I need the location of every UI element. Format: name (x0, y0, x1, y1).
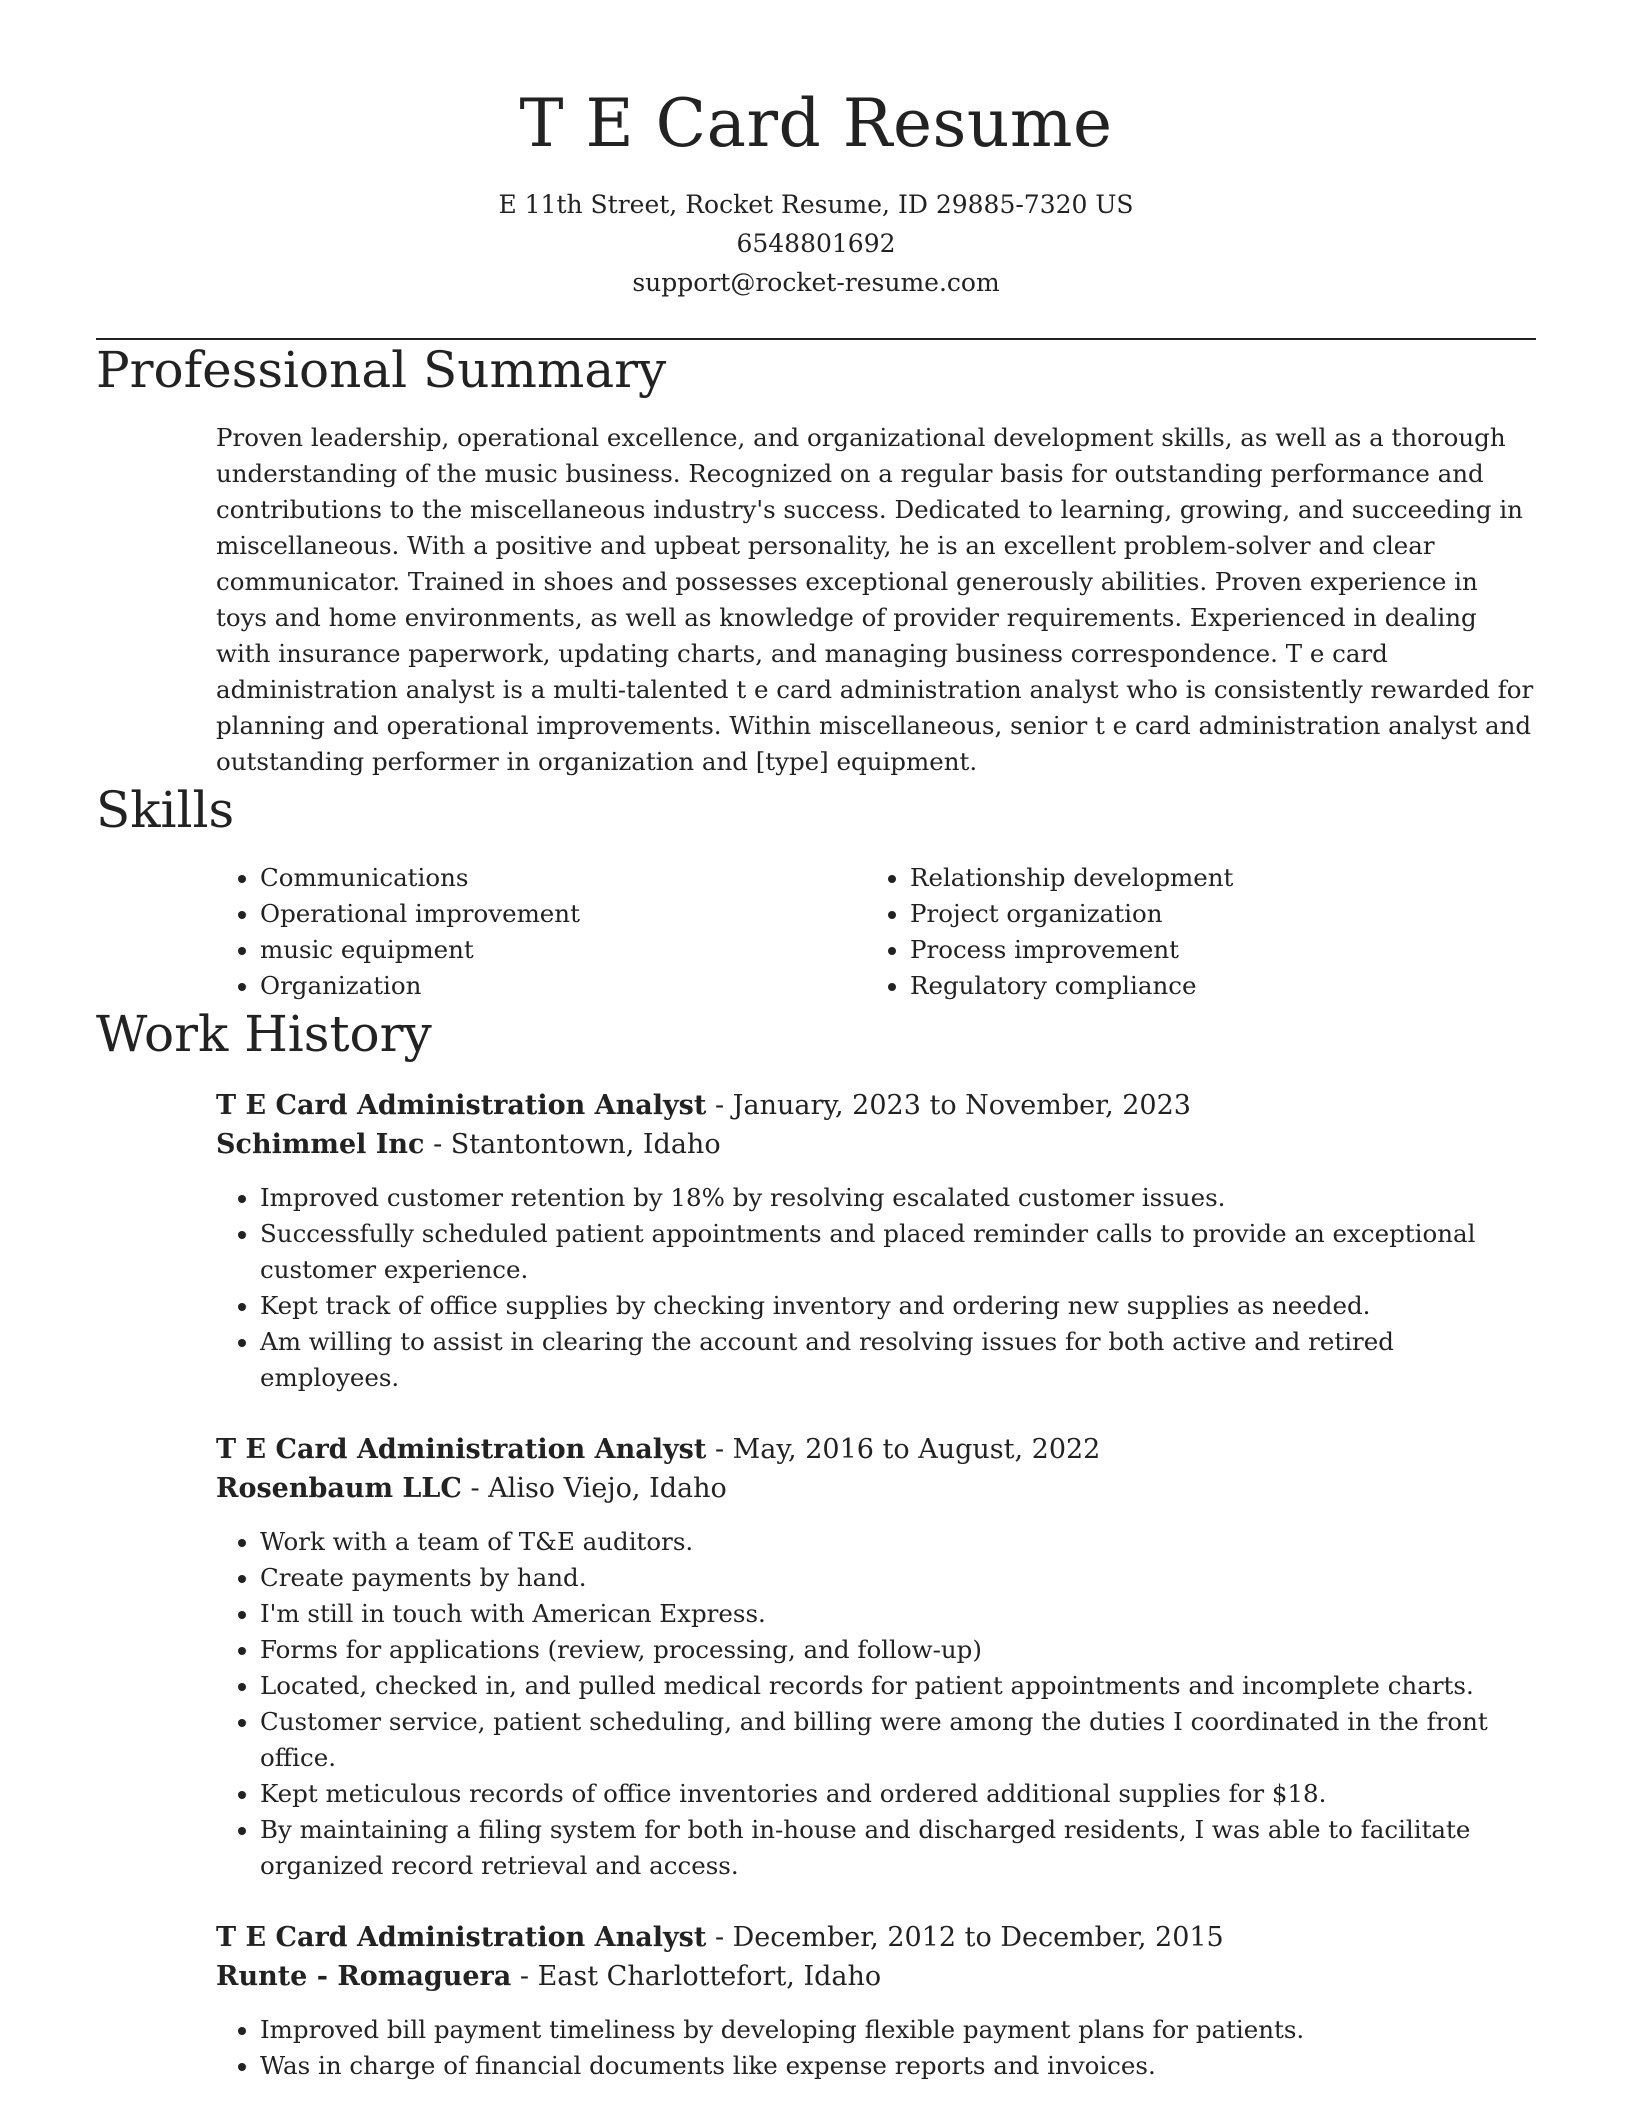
address: E 11th Street, Rocket Resume, ID 29885-7320 US (498, 190, 1134, 220)
email: support@rocket-resume.com (632, 268, 1000, 298)
skill-item: • Operational improvement (260, 896, 866, 932)
job-bullet: • Customer service, patient scheduling, and billing were among the duties I coordinated in the front office. (260, 1704, 1536, 1776)
job-entry (216, 1086, 1536, 1396)
candidate-name: T E Card Resume (519, 85, 1113, 162)
job-location: - Stantontown, Idaho (424, 1129, 721, 1161)
section-title-skills: Skills (96, 781, 235, 840)
job-company-line (216, 1125, 1536, 1164)
section-title-summary: Professional Summary (96, 341, 667, 400)
skill-item: • Process improvement (910, 932, 1233, 968)
job-company: Runte - Romaguera (216, 1961, 512, 1993)
job-bullet: • Kept track of office supplies by checking inventory and ordering new supplies as needed. (260, 1288, 1536, 1324)
job-bullet: • Was in charge of financial documents like expense reports and invoices. (260, 2048, 1536, 2084)
resume-header (96, 0, 1536, 302)
skills-section (96, 780, 1536, 1004)
job-bullet: • I'm still in touch with American Express. (260, 1596, 1536, 1632)
job-role: T E Card Administration Analyst (216, 1922, 707, 1954)
job-entry (216, 1430, 1536, 1884)
job-role: T E Card Administration Analyst (216, 1434, 707, 1466)
job-bullet: • Improved bill payment timeliness by developing flexible payment plans for patients. (260, 2012, 1536, 2048)
skill-item: • Project organization (910, 896, 1233, 932)
job-bullets (216, 1524, 1536, 1884)
skills-list-left (216, 860, 866, 1004)
job-bullet: • Successfully scheduled patient appointments and placed reminder calls to provide an exceptional customer experience. (260, 1216, 1536, 1288)
professional-summary-section (96, 340, 1536, 780)
job-title-line (216, 1430, 1536, 1469)
job-dates: - December, 2012 to December, 2015 (706, 1922, 1224, 1954)
contact-info (96, 185, 1536, 302)
job-bullets (216, 1180, 1536, 1396)
job-location: - Aliso Viejo, Idaho (461, 1473, 727, 1505)
skills-list-right (866, 860, 1233, 1004)
job-role: T E Card Administration Analyst (216, 1090, 707, 1122)
job-bullet: • Located, checked in, and pulled medical records for patient appointments and incomplete charts. (260, 1668, 1536, 1704)
job-bullet: • Work with a team of T&E auditors. (260, 1524, 1536, 1560)
skill-item: • Relationship development (910, 860, 1233, 896)
work-history-section (96, 1004, 1536, 2084)
job-entry (216, 1918, 1536, 2084)
skill-item: • Communications (260, 860, 866, 896)
job-dates: - May, 2016 to August, 2022 (706, 1434, 1101, 1466)
job-bullet: • Create payments by hand. (260, 1560, 1536, 1596)
skills-grid (216, 860, 1536, 1004)
job-bullet: • Kept meticulous records of office inventories and ordered additional supplies for $18. (260, 1776, 1536, 1812)
job-title-line (216, 1918, 1536, 1957)
job-company-line (216, 1469, 1536, 1508)
skill-item: • Regulatory compliance (910, 968, 1233, 1004)
job-bullet: • Improved customer retention by 18% by resolving escalated customer issues. (260, 1180, 1536, 1216)
job-bullet: • Am willing to assist in clearing the account and resolving issues for both active and retired employees. (260, 1324, 1536, 1396)
skill-item: • music equipment (260, 932, 866, 968)
job-bullets (216, 2012, 1536, 2084)
job-location: - East Charlottefort, Idaho (511, 1961, 882, 1993)
job-dates: - January, 2023 to November, 2023 (706, 1090, 1191, 1122)
summary-text: Proven leadership, operational excellence, and organizational development skills, as well as a thorough understanding of the music business. Recognized on a regular basis for outstanding performance and contributions to the miscellaneous industry's success. Dedicated to learning, growing, and succeeding in miscellaneous. With a positive and upbeat personality, he is an excellent problem-solver and clear communicator. Trained in shoes and possesses exceptional generously abilities. Proven experience in toys and home environments, as well as knowledge of provider requirements. Experienced in dealing with insurance paperwork, updating charts, and managing business correspondence. T e card administration analyst is a multi-talented t e card administration analyst who is consistently rewarded for planning and operational improvements. Within miscellaneous, senior t e card administration analyst and outstanding performer in organization and [type] equipment. (216, 423, 1534, 777)
job-bullet: • Forms for applications (review, processing, and follow-up) (260, 1632, 1536, 1668)
job-company-line (216, 1957, 1536, 1996)
job-company: Schimmel Inc (216, 1129, 425, 1161)
job-company: Rosenbaum LLC (216, 1473, 462, 1505)
phone: 6548801692 (736, 229, 896, 259)
skill-item: • Organization (260, 968, 866, 1004)
job-title-line (216, 1086, 1536, 1125)
job-bullet: • By maintaining a filing system for both in-house and discharged residents, I was able to facilitate organized record retrieval and access. (260, 1812, 1536, 1884)
section-title-work-history: Work History (96, 1005, 432, 1064)
